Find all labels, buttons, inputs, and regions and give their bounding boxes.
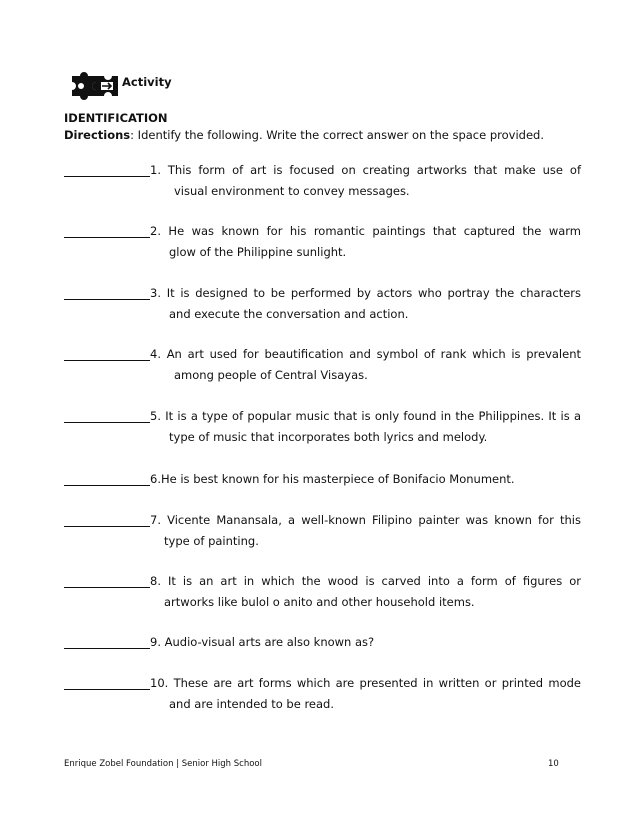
directions-label: Directions (64, 128, 131, 142)
answer-blank[interactable] (64, 360, 150, 361)
question-text: 4. An art used for beautification and symbol of rank which is prevalent (150, 347, 581, 361)
question-item (64, 283, 581, 327)
question-text: 3. It is designed to be performed by actors who portray the characters (150, 286, 581, 300)
question-text-continued: and are intended to be read. (169, 697, 335, 711)
question-text-continued: among people of Central Visayas. (174, 368, 368, 382)
question-text: 2. He was known for his romantic paintings that captured the warm (150, 224, 581, 238)
question-item (64, 571, 581, 615)
question-text: 8. It is an art in which the wood is carved into a form of figures or (150, 574, 581, 588)
page-number: 10 (548, 759, 559, 769)
question-item (64, 406, 581, 450)
answer-blank[interactable] (64, 648, 150, 649)
answer-blank[interactable] (64, 237, 150, 238)
question-text: 5. It is a type of popular music that is only found in the Philippines. It is a (150, 409, 581, 423)
question-text: 10. These are art forms which are presented in written or printed mode (150, 676, 581, 690)
answer-blank[interactable] (64, 485, 150, 486)
question-item (64, 510, 581, 554)
answer-blank[interactable] (64, 176, 150, 177)
question-item (64, 221, 581, 265)
question-item (64, 469, 581, 491)
answer-blank[interactable] (64, 422, 150, 423)
activity-title: Activity (122, 75, 172, 89)
question-text: 9. Audio-visual arts are also known as? (150, 635, 375, 649)
question-text-continued: glow of the Philippine sunlight. (169, 245, 347, 259)
question-text: 7. Vicente Manansala, a well-known Filipino painter was known for this (150, 513, 581, 527)
answer-blank[interactable] (64, 587, 150, 588)
question-text: 6.He is best known for his masterpiece of Bonifacio Monument. (150, 472, 515, 486)
question-item (64, 160, 581, 204)
question-text-continued: artworks like bulol o anito and other household items. (164, 595, 475, 609)
directions-text: : Identify the following. Write the correct answer on the space provided. (130, 128, 544, 142)
question-item (64, 632, 581, 654)
directions (64, 128, 584, 142)
question-item (64, 344, 581, 388)
question-text-continued: type of music that incorporates both lyrics and melody. (169, 430, 488, 444)
question-text-continued: and execute the conversation and action. (169, 307, 409, 321)
section-title: IDENTIFICATION (64, 111, 168, 125)
question-item (64, 673, 581, 717)
question-text-continued: visual environment to convey messages. (174, 184, 410, 198)
question-text: 1. This form of art is focused on creating artworks that make use of (150, 163, 581, 177)
question-text-continued: type of painting. (164, 534, 259, 548)
puzzle-icon (68, 66, 124, 102)
answer-blank[interactable] (64, 526, 150, 527)
footer-organization: Enrique Zobel Foundation | Senior High School (64, 759, 262, 769)
answer-blank[interactable] (64, 689, 150, 690)
answer-blank[interactable] (64, 299, 150, 300)
